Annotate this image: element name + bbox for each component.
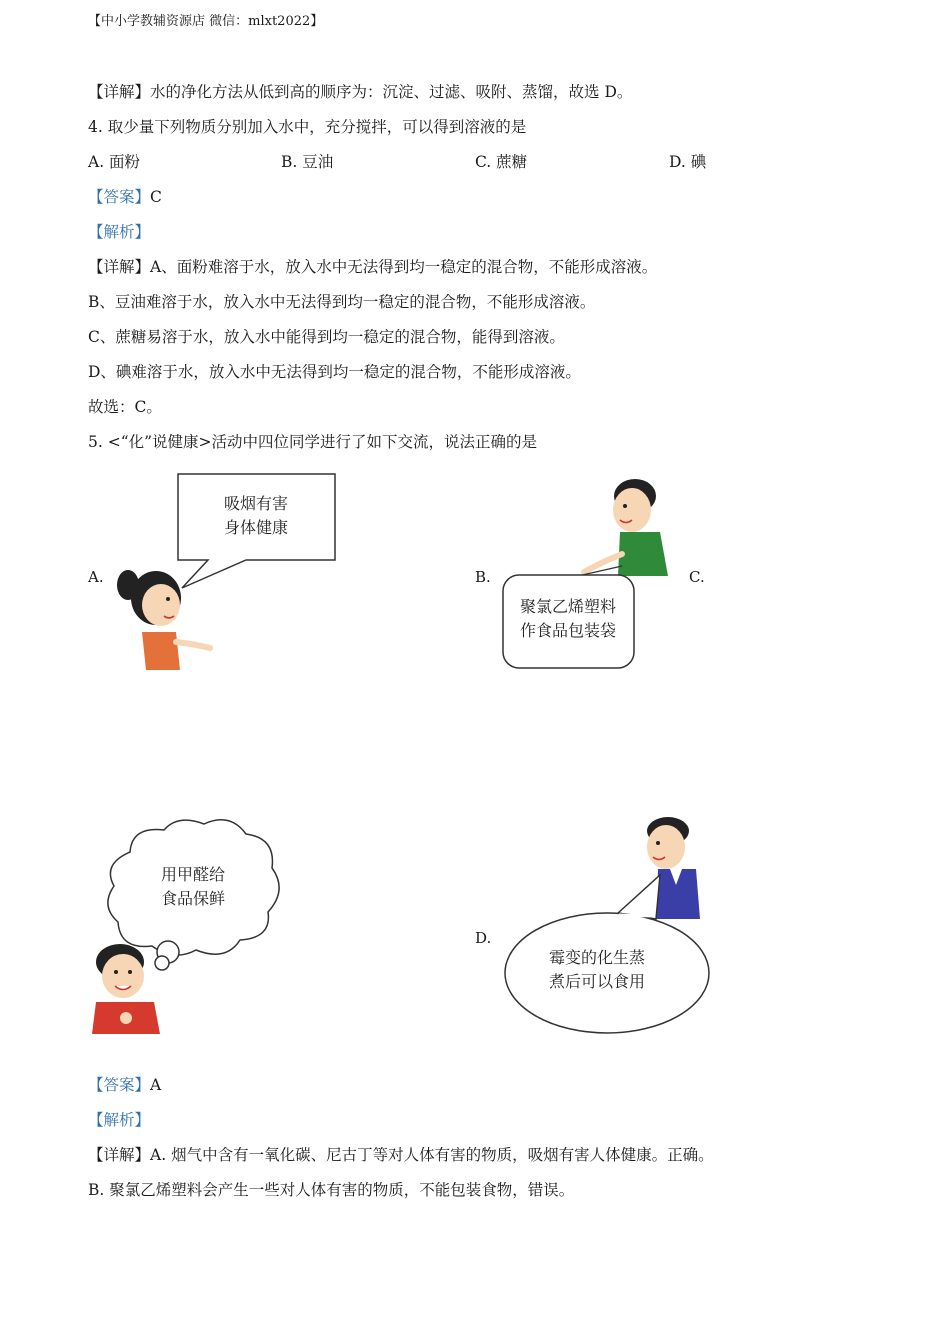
q4-stem: 4. 取少量下列物质分别加入水中，充分搅拌，可以得到溶液的是: [88, 118, 527, 136]
q4-option-b: B. 豆油: [281, 153, 334, 171]
figure-c: [90, 812, 290, 1040]
q5-detail-b: B. 聚氯乙烯塑料会产生一些对人体有害的物质，不能包装食物，错误。: [88, 1181, 575, 1199]
figure-a: [108, 470, 348, 680]
bubble-b-line1: 聚氯乙烯塑料: [519, 597, 617, 616]
q5-stem: 5. <“化”说健康>活动中四位同学进行了如下交流，说法正确的是: [88, 433, 538, 451]
detail-text: 水的净化方法从低到高的顺序为：沉淀、过滤、吸附、蒸馏，故选 D。: [150, 83, 633, 101]
answer-value: C: [150, 188, 162, 206]
answer-tag: 【答案】: [88, 188, 151, 206]
q4-option-d: D. 碘: [669, 153, 707, 171]
detail-text: A. 烟气中含有一氧化碳、尼古丁等对人体有害的物质，吸烟有害人体健康。正确。: [150, 1146, 714, 1164]
page-header: 【中小学教辅资源店 微信：mlxt2022】: [88, 14, 324, 29]
q4-option-c: C. 蔗糖: [475, 153, 528, 171]
girl-illustration: [117, 570, 210, 670]
q4-conclusion: 故选：C。: [88, 398, 162, 416]
q5-analysis-tag: 【解析】: [88, 1111, 151, 1129]
man-b-illustration: [584, 479, 668, 576]
detail-tag: 【详解】: [88, 258, 151, 276]
figure-d: [500, 815, 714, 1037]
q4-analysis-tag: 【解析】: [88, 223, 151, 241]
q4-answer: [88, 187, 162, 207]
q4-detail-a: [88, 257, 657, 277]
q5-label-a: A.: [88, 568, 104, 586]
q5-label-c: C.: [689, 568, 705, 586]
q5-detail-a: [88, 1145, 714, 1165]
q5-label-d: D.: [475, 929, 492, 947]
q3-detail: [88, 82, 632, 102]
q4-detail-d: D、碘难溶于水，放入水中无法得到均一稳定的混合物，不能形成溶液。: [88, 363, 581, 381]
q4-option-a: A. 面粉: [88, 153, 141, 171]
answer-value: A: [150, 1076, 162, 1094]
figure-b: [500, 476, 680, 672]
bubble-d-line1: 霉变的化生蒸: [548, 948, 646, 967]
detail-text: A、面粉难溶于水，放入水中无法得到均一稳定的混合物，不能形成溶液。: [150, 258, 658, 276]
bubble-a-line1: 吸烟有害: [223, 494, 289, 513]
bubble-c-line1: 用甲醛给: [160, 865, 226, 884]
q5-label-b: B.: [475, 568, 491, 586]
bubble-d-line2: 煮后可以食用: [548, 972, 646, 991]
bubble-a-line2: 身体健康: [223, 518, 289, 537]
q4-detail-c: C、蔗糖易溶于水，放入水中能得到均一稳定的混合物，能得到溶液。: [88, 328, 565, 346]
answer-tag: 【答案】: [88, 1076, 151, 1094]
bubble-b-line2: 作食品包装袋: [519, 621, 617, 640]
q5-answer: [88, 1075, 161, 1095]
bubble-c-line2: 食品保鲜: [160, 889, 226, 908]
boy-illustration: [92, 944, 160, 1034]
q4-detail-b: B、豆油难溶于水，放入水中无法得到均一稳定的混合物，不能形成溶液。: [88, 293, 596, 311]
detail-tag: 【详解】: [88, 83, 151, 101]
detail-tag: 【详解】: [88, 1146, 151, 1164]
